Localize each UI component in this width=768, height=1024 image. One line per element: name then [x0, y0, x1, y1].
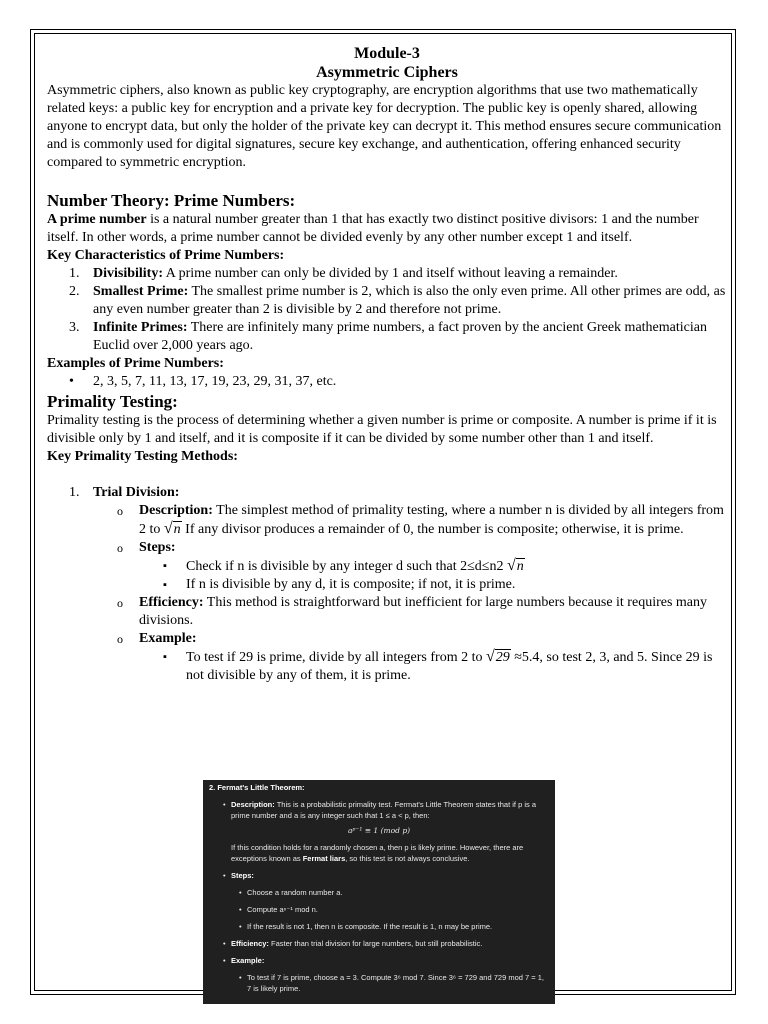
fermat-screenshot-image — [203, 780, 555, 1004]
module-subtitle: Asymmetric Ciphers — [316, 64, 458, 81]
trial-steps: o Steps: — [117, 540, 176, 555]
methods-heading: Key Primality Testing Methods: — [47, 449, 238, 464]
square-bullet-icon: ▪ — [163, 560, 167, 572]
methods-list — [47, 484, 727, 502]
trial-efficiency: o Efficiency: This method is straightforward but inefficient for large numbers because it requires many divisions. — [117, 595, 708, 628]
module-title: Module-3 — [354, 45, 420, 62]
document-body — [47, 44, 727, 685]
fermat-description: • Description: This is a probabilistic primality test. Fermat's Little Theorem states that if p is a prime number and a is any integer such that 1 ≤ a < p, then: — [223, 800, 537, 820]
hollow-bullet-icon: o — [117, 541, 123, 555]
prime-heading: Number Theory: Prime Numbers: — [47, 191, 296, 210]
fermat-formula: aᵖ⁻¹ ≡ 1 (mod p) — [347, 826, 411, 835]
list-item: 1. Trial Division: — [69, 485, 180, 500]
list-item: 3. Infinite Primes: There are infinitely many prime numbers, a fact proven by the ancient Greek mathematician Euclid over 2,000 years ago. — [69, 320, 707, 353]
characteristics-list — [47, 265, 727, 355]
fermat-step: • Compute aⁿ⁻¹ mod n. — [239, 905, 318, 914]
list-item: 2. Smallest Prime: The smallest prime number is 2, which is also the only even prime. All other primes are odd, as any even number greater than 2 is divisible by 2 and therefore not prime. — [69, 284, 726, 317]
bullet-icon: • — [69, 374, 74, 389]
step-item: ▪ If n is divisible by any d, it is composite; if not, it is prime. — [163, 577, 516, 592]
examples-list — [47, 373, 727, 391]
prime-definition-term: A prime number — [47, 212, 147, 227]
hollow-bullet-icon: o — [117, 504, 123, 518]
hollow-bullet-icon: o — [117, 596, 123, 610]
primality-heading: Primality Testing: — [47, 392, 178, 411]
trial-description: o Description: The simplest method of primality testing, where a number n is divided by all integers from 2 to √n If any divisor produces a remainder of 0, the number is composite; otherwise, it is prime. — [117, 503, 724, 537]
fermat-step: • Choose a random number a. — [239, 888, 343, 897]
characteristics-heading: Key Characteristics of Prime Numbers: — [47, 248, 285, 263]
fermat-title: 2. Fermat's Little Theorem: — [209, 783, 305, 792]
square-bullet-icon: ▪ — [163, 579, 167, 591]
primality-intro: Primality testing is the process of determining whether a given number is prime or composite. A number is prime if it is divisible only by 1 and itself, and it is composite if it can be divided by some number other than 1 and itself. — [47, 413, 717, 446]
examples-heading: Examples of Prime Numbers: — [47, 356, 224, 371]
step-item: ▪ Check if n is divisible by any integer d such that 2≤d≤n2 √n — [163, 557, 524, 574]
fermat-example-item: • To test if 7 is prime, choose a = 3. Compute 3⁶ mod 7. Since 3⁶ = 729 and 729 mod 7 = 1, 7 is likely prime. — [239, 973, 544, 993]
fermat-step: • If the result is not 1, then n is composite. If the result is 1, n may be prime. — [239, 922, 493, 931]
fermat-efficiency: • Efficiency: Faster than trial division for large numbers, but still probabilistic. — [223, 939, 483, 948]
fermat-steps: • Steps: — [223, 871, 254, 880]
sqrt-n: √n — [163, 520, 181, 537]
square-bullet-icon: ▪ — [163, 651, 167, 663]
list-item: 1. Divisibility: A prime number can only be divided by 1 and itself without leaving a remainder. — [69, 266, 618, 281]
intro-paragraph: Asymmetric ciphers, also known as public key cryptography, are encryption algorithms that use two mathematically related keys: a public key for encryption and a private key for decryption. The public key is openly shared, allowing anyone to encrypt data, but only the holder of the private key can decrypt it. This method ensures secure communication and is commonly used for digital signatures, secure key exchange, and authentication, offering enhanced security compared to symmetric encryption. — [47, 83, 722, 170]
prime-definition: A prime number is a natural number greater than 1 that has exactly two distinct positive divisors: 1 and the number itself. In other words, a prime number cannot be divided evenly by any other number except 1 and itself. — [47, 212, 699, 245]
hollow-bullet-icon: o — [117, 632, 123, 646]
list-item: • 2, 3, 5, 7, 11, 13, 17, 19, 23, 29, 31, 37, etc. — [69, 374, 337, 389]
trial-example: o Example: — [117, 631, 197, 646]
fermat-example: • Example: — [223, 956, 265, 965]
example-item: ▪ To test if 29 is prime, divide by all integers from 2 to √29 ≈5.4, so test 2, 3, and 5. Since 29 is not divisible by any of them, it is prime. — [163, 648, 713, 683]
fermat-note: If this condition holds for a randomly chosen a, then p is likely prime. However, there are exceptions known as Fermat liars, so this test is not always conclusive. — [231, 843, 524, 863]
